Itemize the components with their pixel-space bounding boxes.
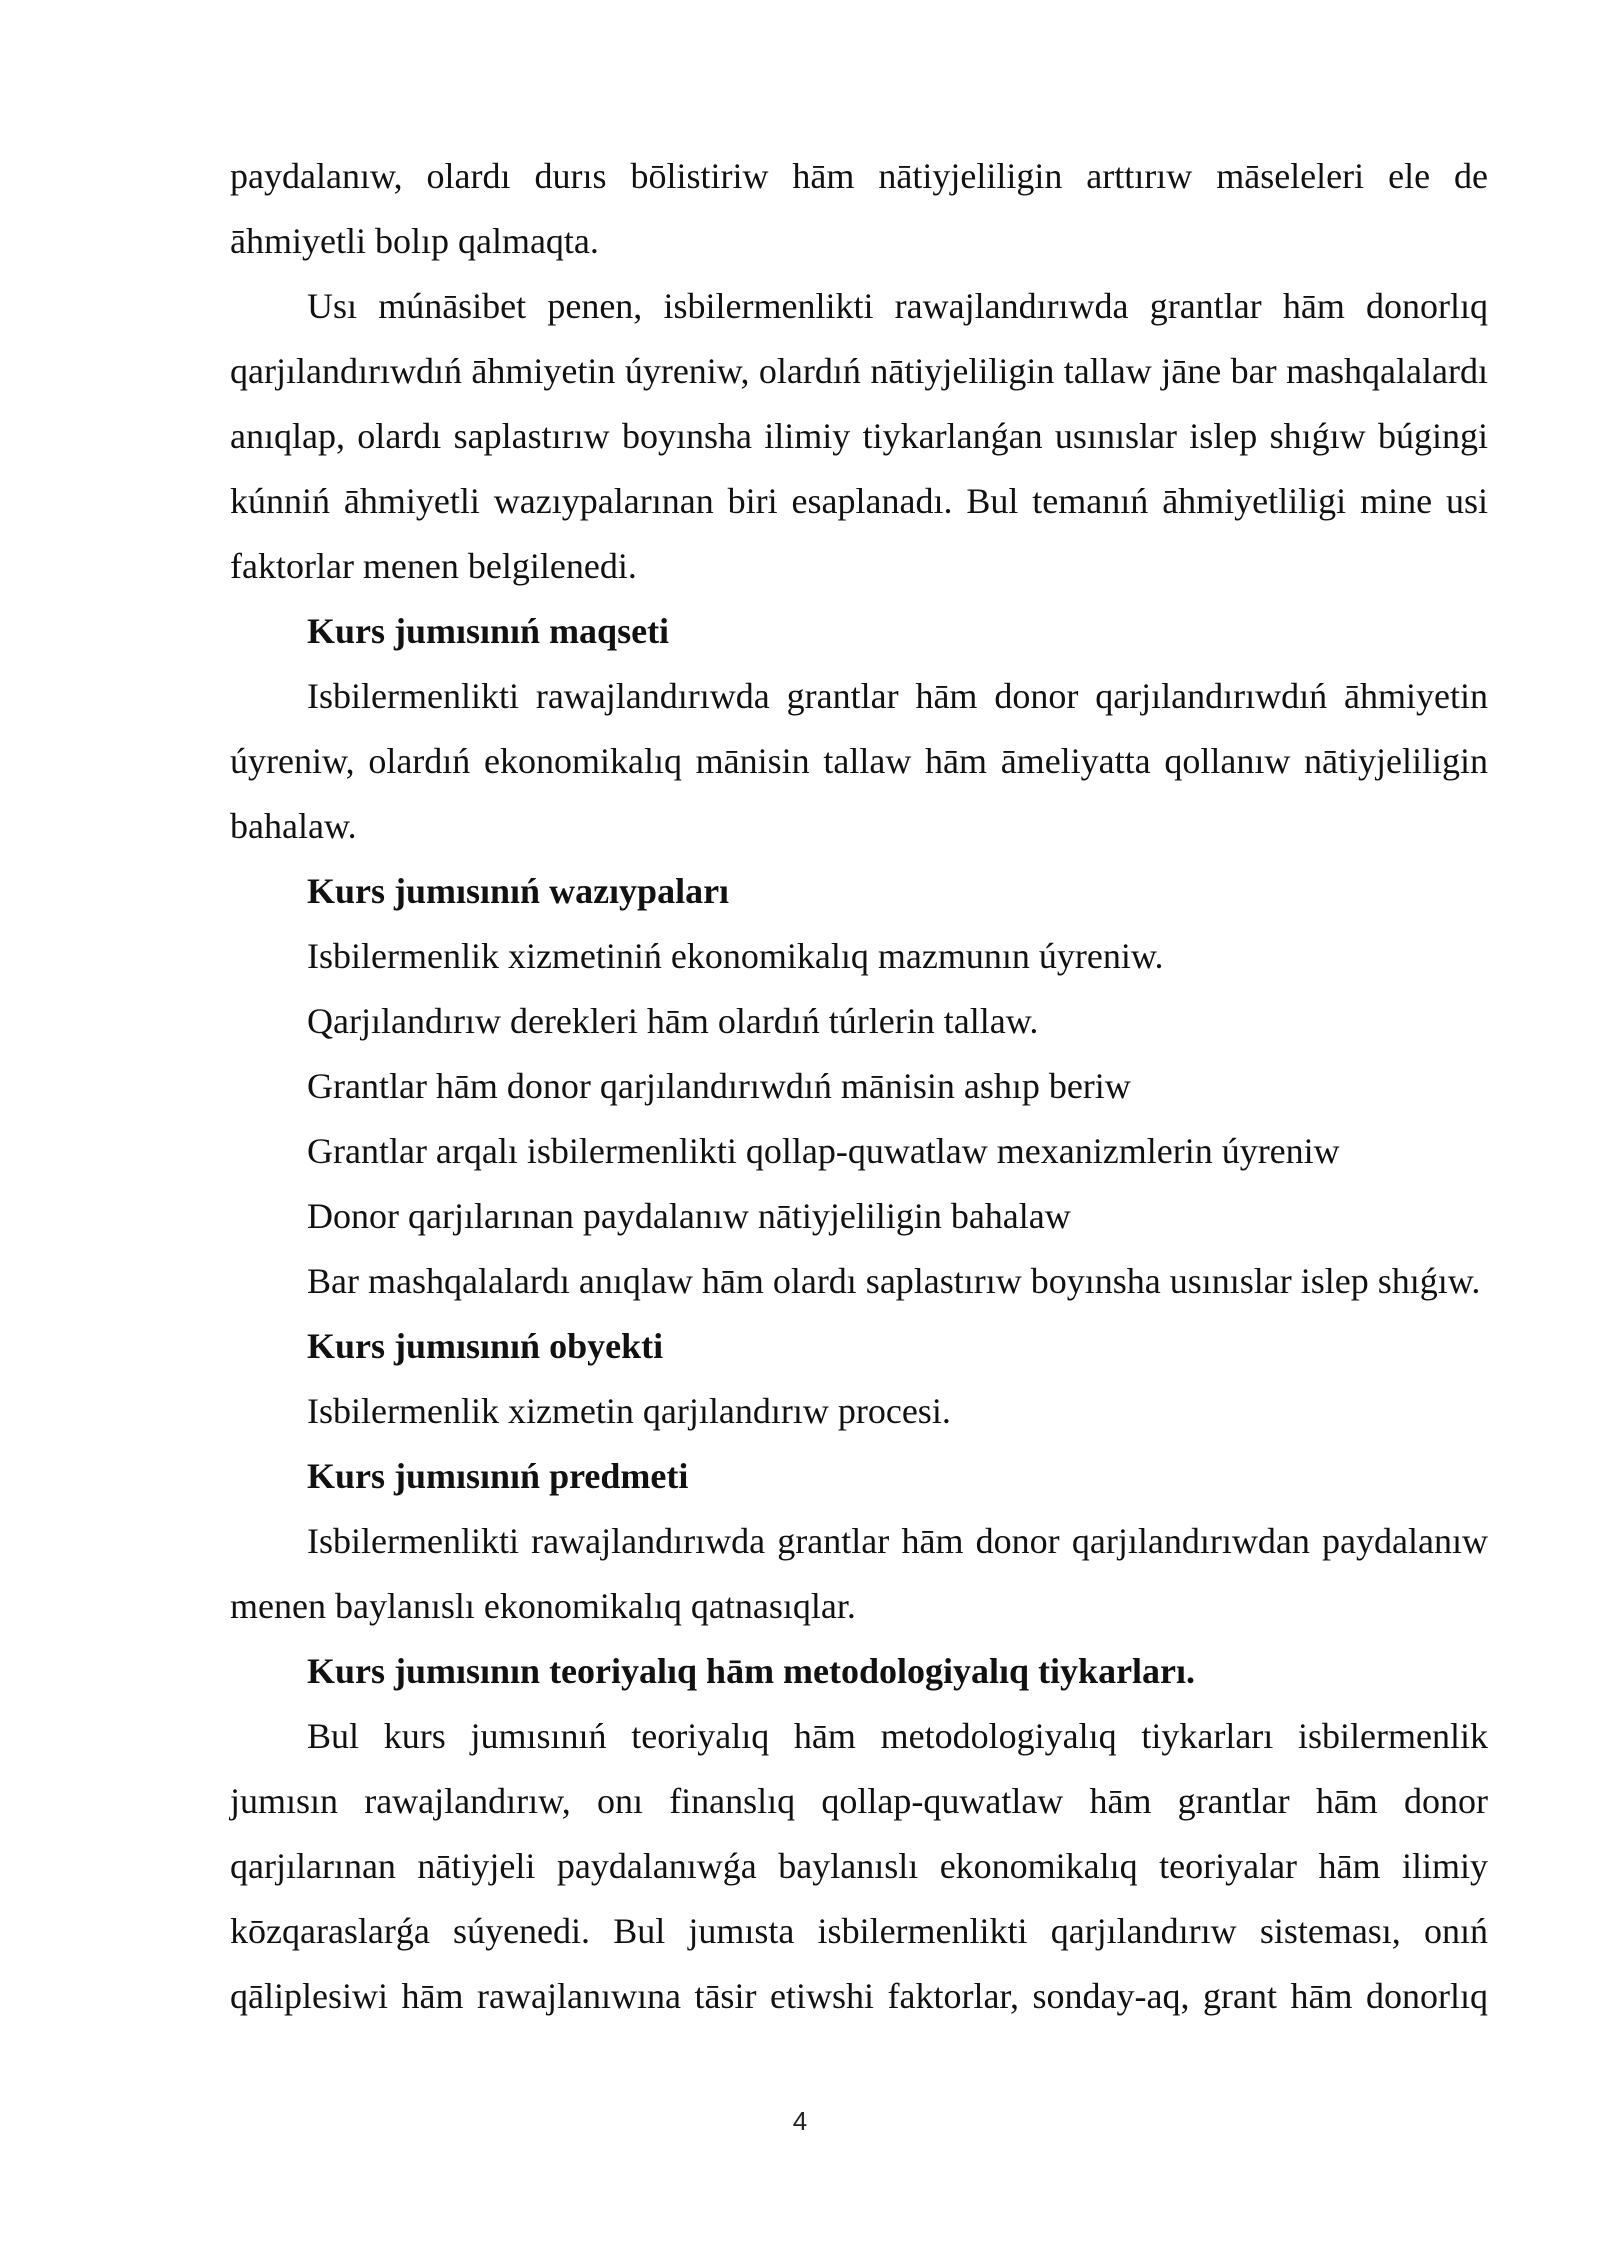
task-item-6: Bar mashqalalardı anıqlaw hām olardı saplastırıw boyınsha usınıslar islep shıǵıw. — [307, 1261, 1481, 1301]
page-number: 4 — [792, 2106, 808, 2136]
task-item-1: Isbilermenlik xizmetiniń ekonomikalıq mazmunın úyreniw. — [307, 936, 1164, 976]
paragraph-continuation: paydalanıw, olardı durıs bōlistiriw hām nātiyjeliligin arttırıw māseleleri ele de āhmiyetli bolıp qalmaqta. — [230, 156, 1488, 261]
paragraph-subject: Isbilermenlikti rawajlandırıwda grantlar hām donor qarjılandırıwdan paydalanıw menen baylanıslı ekonomikalıq qatnasıqlar. — [230, 1521, 1488, 1626]
paragraph-foundations: Bul kurs jumısınıń teoriyalıq hām metodologiyalıq tiykarları isbilermenlik jumısın rawajlandırıw, onı finanslıq qollap-quwatlaw hām grantlar hām donor qarjılarınan nātiyjeli paydalanıwǵa baylanıslı ekonomikalıq teoriyalar hām ilimiy kōzqaraslarǵa súyenedi. Bul jumısta isbilermenlikti qarjılandırıw sisteması, onıń qāliplesiwi hām rawajlanıwına tāsir etiwshi faktorlar, sonday-aq, grant hām donorlıq — [230, 1716, 1488, 2016]
heading-subject: Kurs jumısınıń predmeti — [307, 1456, 689, 1496]
task-item-2: Qarjılandırıw derekleri hām olardıń túrlerin tallaw. — [307, 1001, 1039, 1041]
page-body — [230, 144, 1488, 2029]
heading-tasks: Kurs jumısınıń wazıypaları — [307, 871, 730, 911]
task-item-4: Grantlar arqalı isbilermenlikti qollap-quwatlaw mexanizmlerin úyreniw — [307, 1131, 1340, 1171]
heading-goal: Kurs jumısınıń maqseti — [307, 611, 670, 651]
paragraph-object: Isbilermenlik xizmetin qarjılandırıw procesi. — [307, 1391, 951, 1431]
paragraph-goal: Isbilermenlikti rawajlandırıwda grantlar hām donor qarjılandırıwdıń āhmiyetin úyreniw, olardıń ekonomikalıq mānisin tallaw hām āmeliyatta qollanıw nātiyjeliligin bahalaw. — [230, 676, 1488, 846]
heading-object: Kurs jumısınıń obyekti — [307, 1326, 664, 1366]
task-item-5: Donor qarjılarınan paydalanıw nātiyjeliligin bahalaw — [307, 1196, 1071, 1236]
paragraph-relevance: Usı múnāsibet penen, isbilermenlikti rawajlandırıwda grantlar hām donorlıq qarjılandırıwdıń āhmiyetin úyreniw, olardıń nātiyjeliligin tallaw jāne bar mashqalalardı anıqlap, olardı saplastırıw boyınsha ilimiy tiykarlanǵan usınıslar islep shıǵıw búgingi kúnniń āhmiyetli wazıypalarınan biri esaplanadı. Bul temanıń āhmiyetliligi mine usi faktorlar menen belgilenedi. — [230, 286, 1488, 586]
task-item-3: Grantlar hām donor qarjılandırıwdıń mānisin ashıp beriw — [307, 1066, 1131, 1106]
heading-foundations: Kurs jumısının teoriyalıq hām metodologiyalıq tiykarları. — [307, 1651, 1196, 1691]
